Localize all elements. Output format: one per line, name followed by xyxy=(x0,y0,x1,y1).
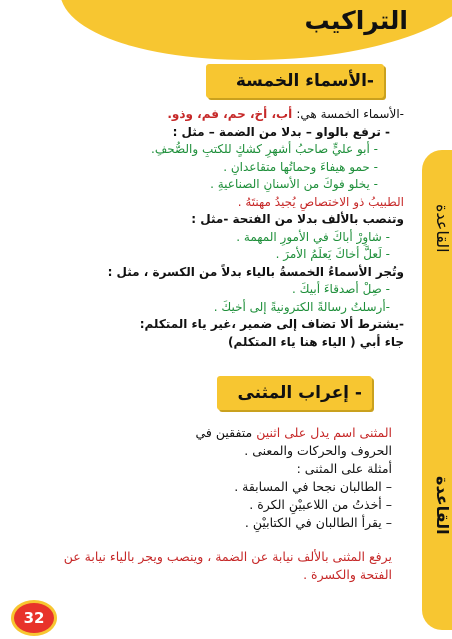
example-line: -أرسلتُ رسالةً الكترونيةً إلى أخيكَ . xyxy=(213,299,390,314)
five-nouns-body xyxy=(14,106,404,351)
section-heading-five-nouns-text: -الأسماء الخمسة xyxy=(235,71,374,91)
dual-body xyxy=(14,424,392,584)
dual-example: – أخذتُ من اللاعبيْنِ الكرة . xyxy=(249,497,392,512)
page-number-badge xyxy=(14,603,54,633)
spacer xyxy=(14,532,392,548)
example-line: الطبيبُ ذو الاختصاصِ يُجيدُ مهنتَهُ . xyxy=(237,194,404,209)
dual-definition-rest: متفقين في xyxy=(195,425,257,440)
section-heading-dual-text: - إعراب المثنى xyxy=(237,383,362,403)
five-nouns-intro xyxy=(14,106,404,124)
page-number: 32 xyxy=(23,609,45,627)
condition-line: -يشترط ألا تضاف إلى ضمير ،غير ياء المتكلم: xyxy=(139,317,404,331)
intro-names: أب، أخ، حم، فم، وذو. xyxy=(167,107,297,121)
dual-definition xyxy=(14,424,392,442)
example-line: - حمو هيفاءَ وحماتُها متقاعدانِ . xyxy=(223,159,378,174)
example-line: - يخلو فوكَ من الأسنانِ الصناعيةِ . xyxy=(210,177,378,191)
dual-rule-line-2: الفتحة والكسرة . xyxy=(303,567,392,582)
dual-example: – الطالبان نجحا في المسابقة . xyxy=(234,479,392,494)
intro-prefix: -الأسماء الخمسة هي: xyxy=(296,107,404,121)
dual-definition-highlight: المثنى اسم يدل على اثنين xyxy=(256,425,392,440)
dual-definition-line-2: الحروف والحركات والمعنى . xyxy=(244,443,392,458)
page-title: التراكيب xyxy=(304,6,408,35)
example-line: - صِلْ أصدقاءَ أبيكَ . xyxy=(292,282,390,296)
examples-label: أمثلة على المثنى : xyxy=(296,461,392,476)
rule-nasb: وتنصب بالألف بدلا من الفتحة -مثل : xyxy=(191,212,404,226)
rule-jarr: وتُجر الأسماءُ الخمسةُ بالياء بدلاً من الكسرة ، مثل : xyxy=(107,264,404,279)
rule-raf: - ترفع بالواو – بدلا من الضمة – مثل : xyxy=(172,124,390,139)
dual-example: – يقرأ الطالبان في الكتابيْنِ . xyxy=(244,515,392,530)
section-heading-dual xyxy=(217,376,372,410)
example-line: - لَعلَّ أخاكَ يَعلَمُ الأمرَ . xyxy=(275,247,390,261)
example-line: - شاوِرْ أباكَ في الأمورِ المهمة . xyxy=(236,229,390,244)
example-line: - أبو عليٍّ صاحبُ أشهرِ كشكٍ للكتبِ والصُّحفِ. xyxy=(151,142,378,156)
side-label-rule-2: القاعدة xyxy=(433,475,452,535)
condition-example: جاء أبي ( الياء هنا ياء المتكلم) xyxy=(228,334,404,349)
section-heading-five-nouns xyxy=(206,64,384,98)
dual-rule-line-1: يرفع المثنى بالألف نيابة عن الضمة ، وينصب ويجر بالياء نيابة عن xyxy=(63,549,392,564)
side-label-rule-1: القاعدة xyxy=(433,203,452,253)
